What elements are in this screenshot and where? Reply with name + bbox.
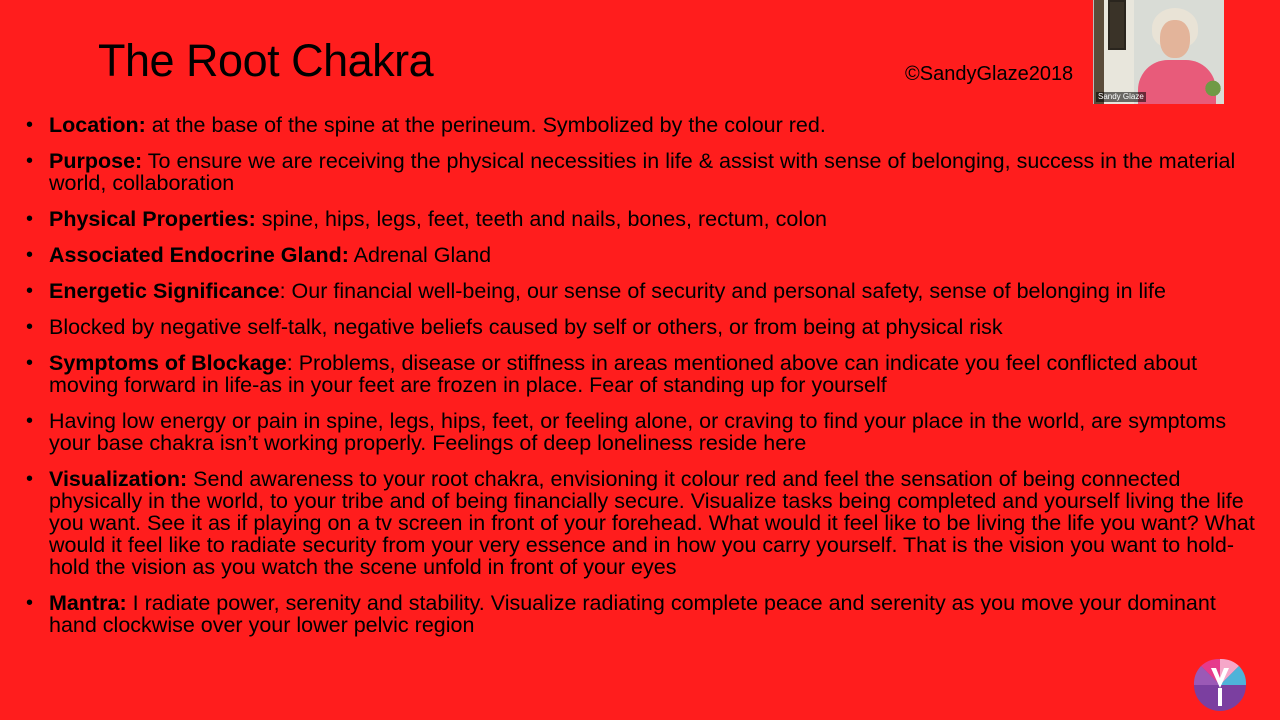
- bullet-text: I radiate power, serenity and stability. Visualize radiating complete peace and serenity as you move your dominant hand clockwise over your lower pelvic region: [49, 591, 1216, 637]
- bullet-item: [24, 208, 1260, 230]
- bullet-item: [24, 592, 1260, 636]
- bullet-text: : Problems, disease or stiffness in areas mentioned above can indicate you feel conflicted about moving forward in life-as in your feet are frozen in place. Fear of standing up for yourself: [49, 351, 1198, 397]
- bullet-label: Mantra:: [49, 591, 127, 615]
- bullet-label: Purpose:: [49, 149, 143, 173]
- bullet-text: spine, hips, legs, feet, teeth and nails, bones, rectum, colon: [255, 207, 828, 231]
- bullet-item: [24, 468, 1260, 578]
- bullet-dot: •: [26, 150, 34, 172]
- bullet-item: [24, 244, 1260, 266]
- bullet-list: [24, 114, 1260, 650]
- picture-frame: [1108, 0, 1126, 50]
- bullet-dot: •: [26, 468, 34, 490]
- bullet-text: Send awareness to your root chakra, envisioning it colour red and feel the sensation of being connected physically in the world, to your tribe and of being financially secure. Visualize tasks being completed and yourself living the life you want. See it as if playing on a tv screen in front of your forehead. What would it feel like to be living the life you want? What would it feel like to radiate security from your very essence and in how you carry yourself. That is the vision you want to hold-hold the vision as you watch the scene unfold in front of your eyes: [49, 467, 1255, 579]
- bullet-item: [24, 352, 1260, 396]
- bullet-item: [24, 410, 1260, 454]
- bullet-text: To ensure we are receiving the physical necessities in life & assist with sense of belonging, success in the material world, collaboration: [49, 149, 1236, 195]
- bullet-text: Blocked by negative self-talk, negative beliefs caused by self or others, or from being at physical risk: [49, 315, 1003, 339]
- bullet-dot: •: [26, 114, 34, 136]
- bullet-label: Energetic Significance: [49, 279, 280, 303]
- bullet-dot: •: [26, 316, 34, 338]
- bullet-dot: •: [26, 208, 34, 230]
- bullet-text: Adrenal Gland: [348, 243, 492, 267]
- bullet-dot: •: [26, 410, 34, 432]
- participant-face: [1160, 20, 1190, 58]
- participant-video-thumbnail[interactable]: [1093, 0, 1224, 104]
- bullet-dot: •: [26, 592, 34, 614]
- copyright-text: ©SandyGlaze2018: [905, 63, 1074, 85]
- bullet-label: Associated Endocrine Gland:: [49, 243, 349, 267]
- bullet-dot: •: [26, 244, 34, 266]
- bullet-item: [24, 150, 1260, 194]
- bullet-label: Physical Properties:: [49, 207, 256, 231]
- bullet-text: : Our financial well-being, our sense of security and personal safety, sense of belonging in life: [279, 279, 1166, 303]
- bullet-label: Location:: [49, 113, 146, 137]
- bullet-label: Visualization:: [49, 467, 188, 491]
- plant-icon: [1202, 78, 1224, 104]
- bullet-item: [24, 316, 1260, 338]
- bullet-text: Having low energy or pain in spine, legs, hips, feet, or feeling alone, or craving to find your place in the world, are symptoms your base chakra isn’t working properly. Feelings of deep loneliness reside here: [49, 409, 1227, 455]
- bullet-item: [24, 114, 1260, 136]
- bullet-text: at the base of the spine at the perineum. Symbolized by the colour red.: [145, 113, 826, 137]
- bullet-label: Symptoms of Blockage: [49, 351, 287, 375]
- bullet-dot: •: [26, 280, 34, 302]
- chakra-logo-icon: [1193, 658, 1247, 712]
- bullet-dot: •: [26, 352, 34, 374]
- bullet-item: [24, 280, 1260, 302]
- participant-name-label: Sandy Glaze: [1098, 92, 1144, 101]
- slide-title: The Root Chakra: [98, 35, 434, 86]
